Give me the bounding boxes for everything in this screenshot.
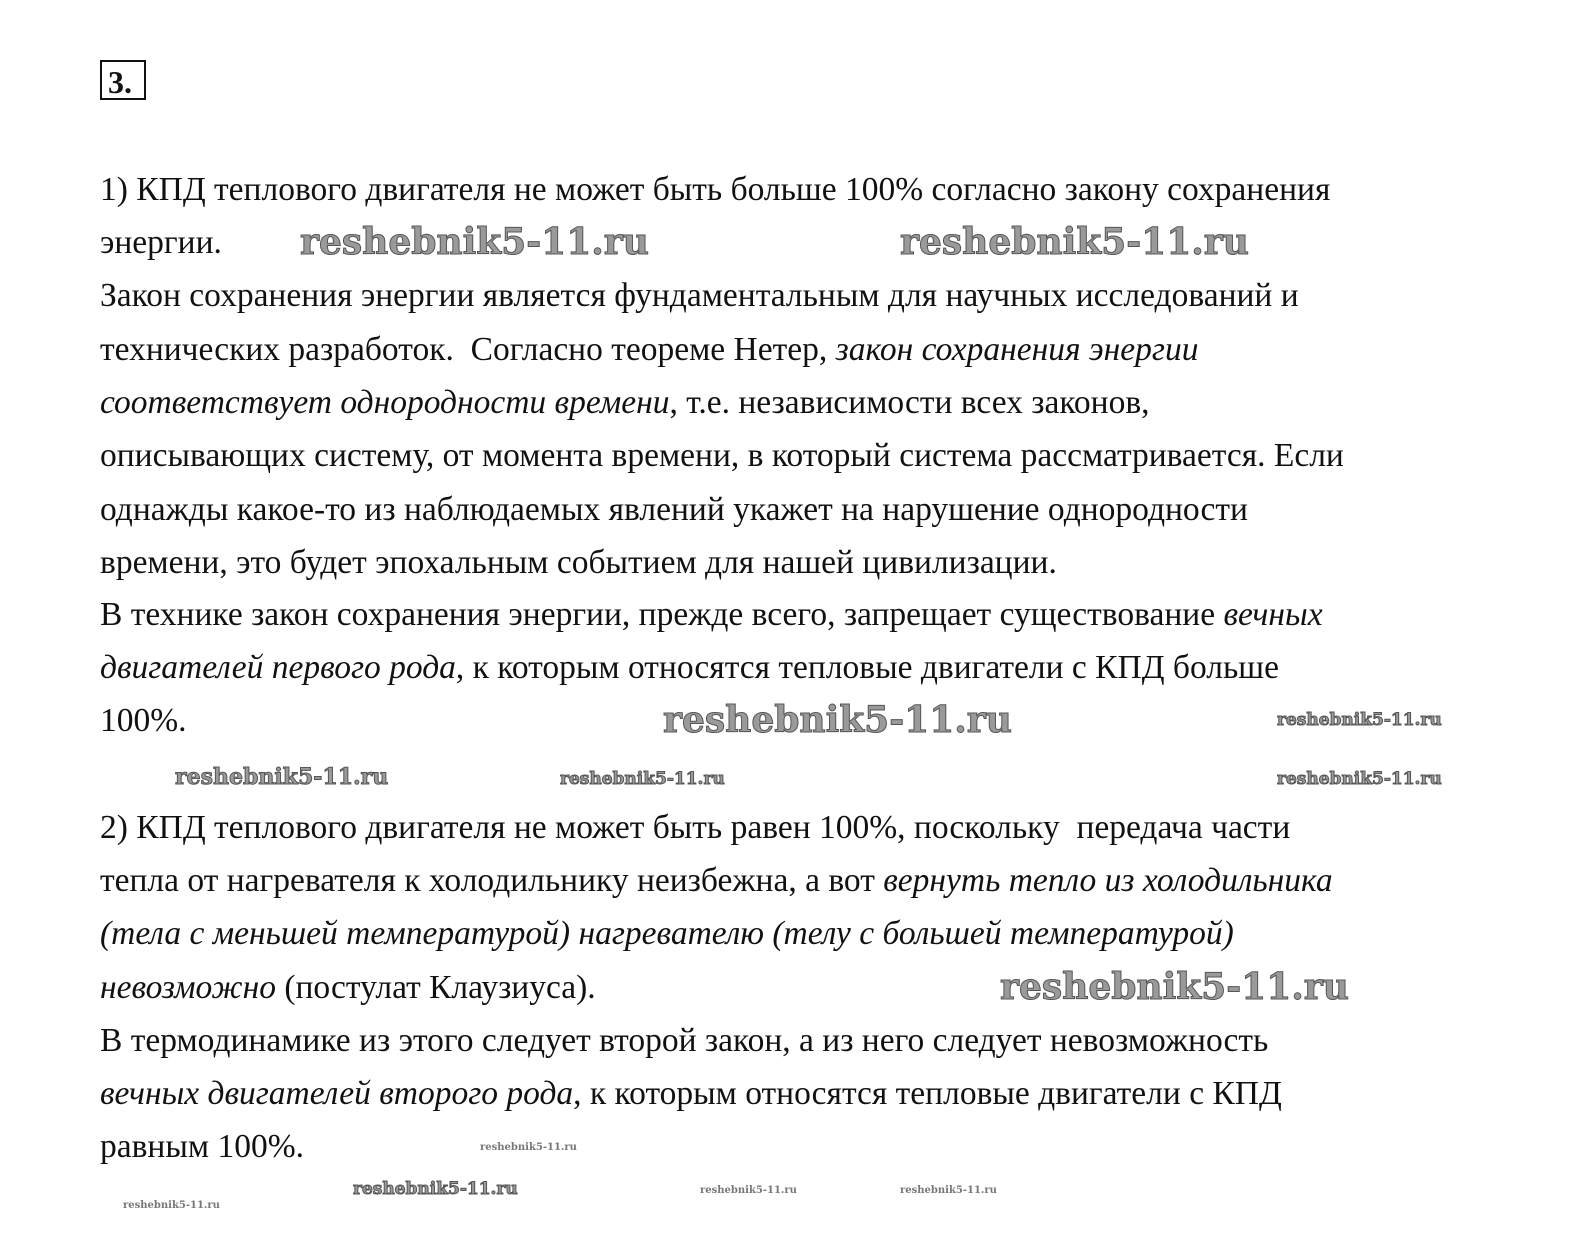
text-segment: (постулат Клаузиуса). xyxy=(275,969,596,1006)
emphasis-text: невозможно xyxy=(100,969,276,1006)
watermark: reshebnik5-11.ru xyxy=(1277,769,1442,789)
text-line xyxy=(100,170,1330,210)
text-segment: В технике закон сохранения энергии, прежде всего, запрещает существование xyxy=(100,596,1224,633)
emphasis-text: вернуть тепло из холодильника xyxy=(883,862,1333,899)
text-line xyxy=(100,276,1299,316)
text-line xyxy=(100,1021,1268,1061)
watermark: reshebnik5-11.ru xyxy=(353,1179,518,1199)
text-segment: энергии. xyxy=(100,224,222,261)
text-line xyxy=(100,1127,304,1167)
text-segment: , к которым относятся тепловые двигатели с КПД xyxy=(573,1075,1282,1112)
text-segment: времени, это будет эпохальным событием для нашей цивилизации. xyxy=(100,544,1057,581)
text-line xyxy=(100,383,1150,423)
text-segment: Закон сохранения энергии является фундаментальным для научных исследований и xyxy=(100,277,1299,314)
text-segment: 2) КПД теплового двигателя не может быть равен 100%, поскольку передача части xyxy=(100,809,1291,846)
watermark: reshebnik5-11.ru xyxy=(700,1185,797,1196)
watermark: reshebnik5-11.ru xyxy=(1277,710,1442,730)
watermark: reshebnik5-11.ru xyxy=(1000,966,1349,1008)
watermark: reshebnik5-11.ru xyxy=(123,1200,220,1211)
text-segment: описывающих систему, от момента времени, в который система рассматривается. Если xyxy=(100,437,1344,474)
emphasis-text: двигателей первого рода xyxy=(100,649,456,686)
watermark: reshebnik5-11.ru xyxy=(480,1142,577,1153)
text-segment: технических разработок. Согласно теореме Нетер, xyxy=(100,331,836,368)
emphasis-text: вечных xyxy=(1223,596,1323,633)
text-segment: тепла от нагревателя к холодильнику неизбежна, а вот xyxy=(100,862,884,899)
text-line xyxy=(100,808,1290,848)
task-number: 3. xyxy=(100,60,146,100)
text-segment: 1) КПД теплового двигателя не может быть больше 100% согласно закону сохранения xyxy=(100,171,1331,208)
watermark: reshebnik5-11.ru xyxy=(300,221,649,263)
emphasis-text: закон сохранения энергии xyxy=(835,331,1199,368)
watermark: reshebnik5-11.ru xyxy=(900,1185,997,1196)
text-line xyxy=(100,595,1323,635)
watermark: reshebnik5-11.ru xyxy=(175,764,389,790)
watermark: reshebnik5-11.ru xyxy=(560,769,725,789)
text-segment: , т.е. независимости всех законов, xyxy=(669,384,1150,421)
text-line xyxy=(100,861,1333,901)
emphasis-text: (тела с меньшей температурой) нагревателю (телу с большей температурой) xyxy=(100,915,1234,952)
text-line xyxy=(100,1074,1282,1114)
emphasis-text: вечных двигателей второго рода xyxy=(100,1075,574,1112)
text-line xyxy=(100,701,187,741)
text-segment: 100%. xyxy=(100,702,187,739)
text-line xyxy=(100,914,1234,954)
text-line xyxy=(100,490,1248,530)
watermark: reshebnik5-11.ru xyxy=(663,699,1012,741)
emphasis-text: соответствует однородности времени xyxy=(100,384,670,421)
text-line xyxy=(100,436,1344,476)
text-line xyxy=(100,543,1057,583)
watermark: reshebnik5-11.ru xyxy=(900,221,1249,263)
text-segment: , к которым относятся тепловые двигатели с КПД больше xyxy=(455,649,1279,686)
text-segment: равным 100%. xyxy=(100,1128,304,1165)
text-line xyxy=(100,330,1198,370)
text-line xyxy=(100,223,222,263)
text-segment: однажды какое-то из наблюдаемых явлений укажет на нарушение однородности xyxy=(100,491,1248,528)
text-line xyxy=(100,968,596,1008)
text-line xyxy=(100,648,1279,688)
text-segment: В термодинамике из этого следует второй закон, а из него следует невозможность xyxy=(100,1022,1269,1059)
